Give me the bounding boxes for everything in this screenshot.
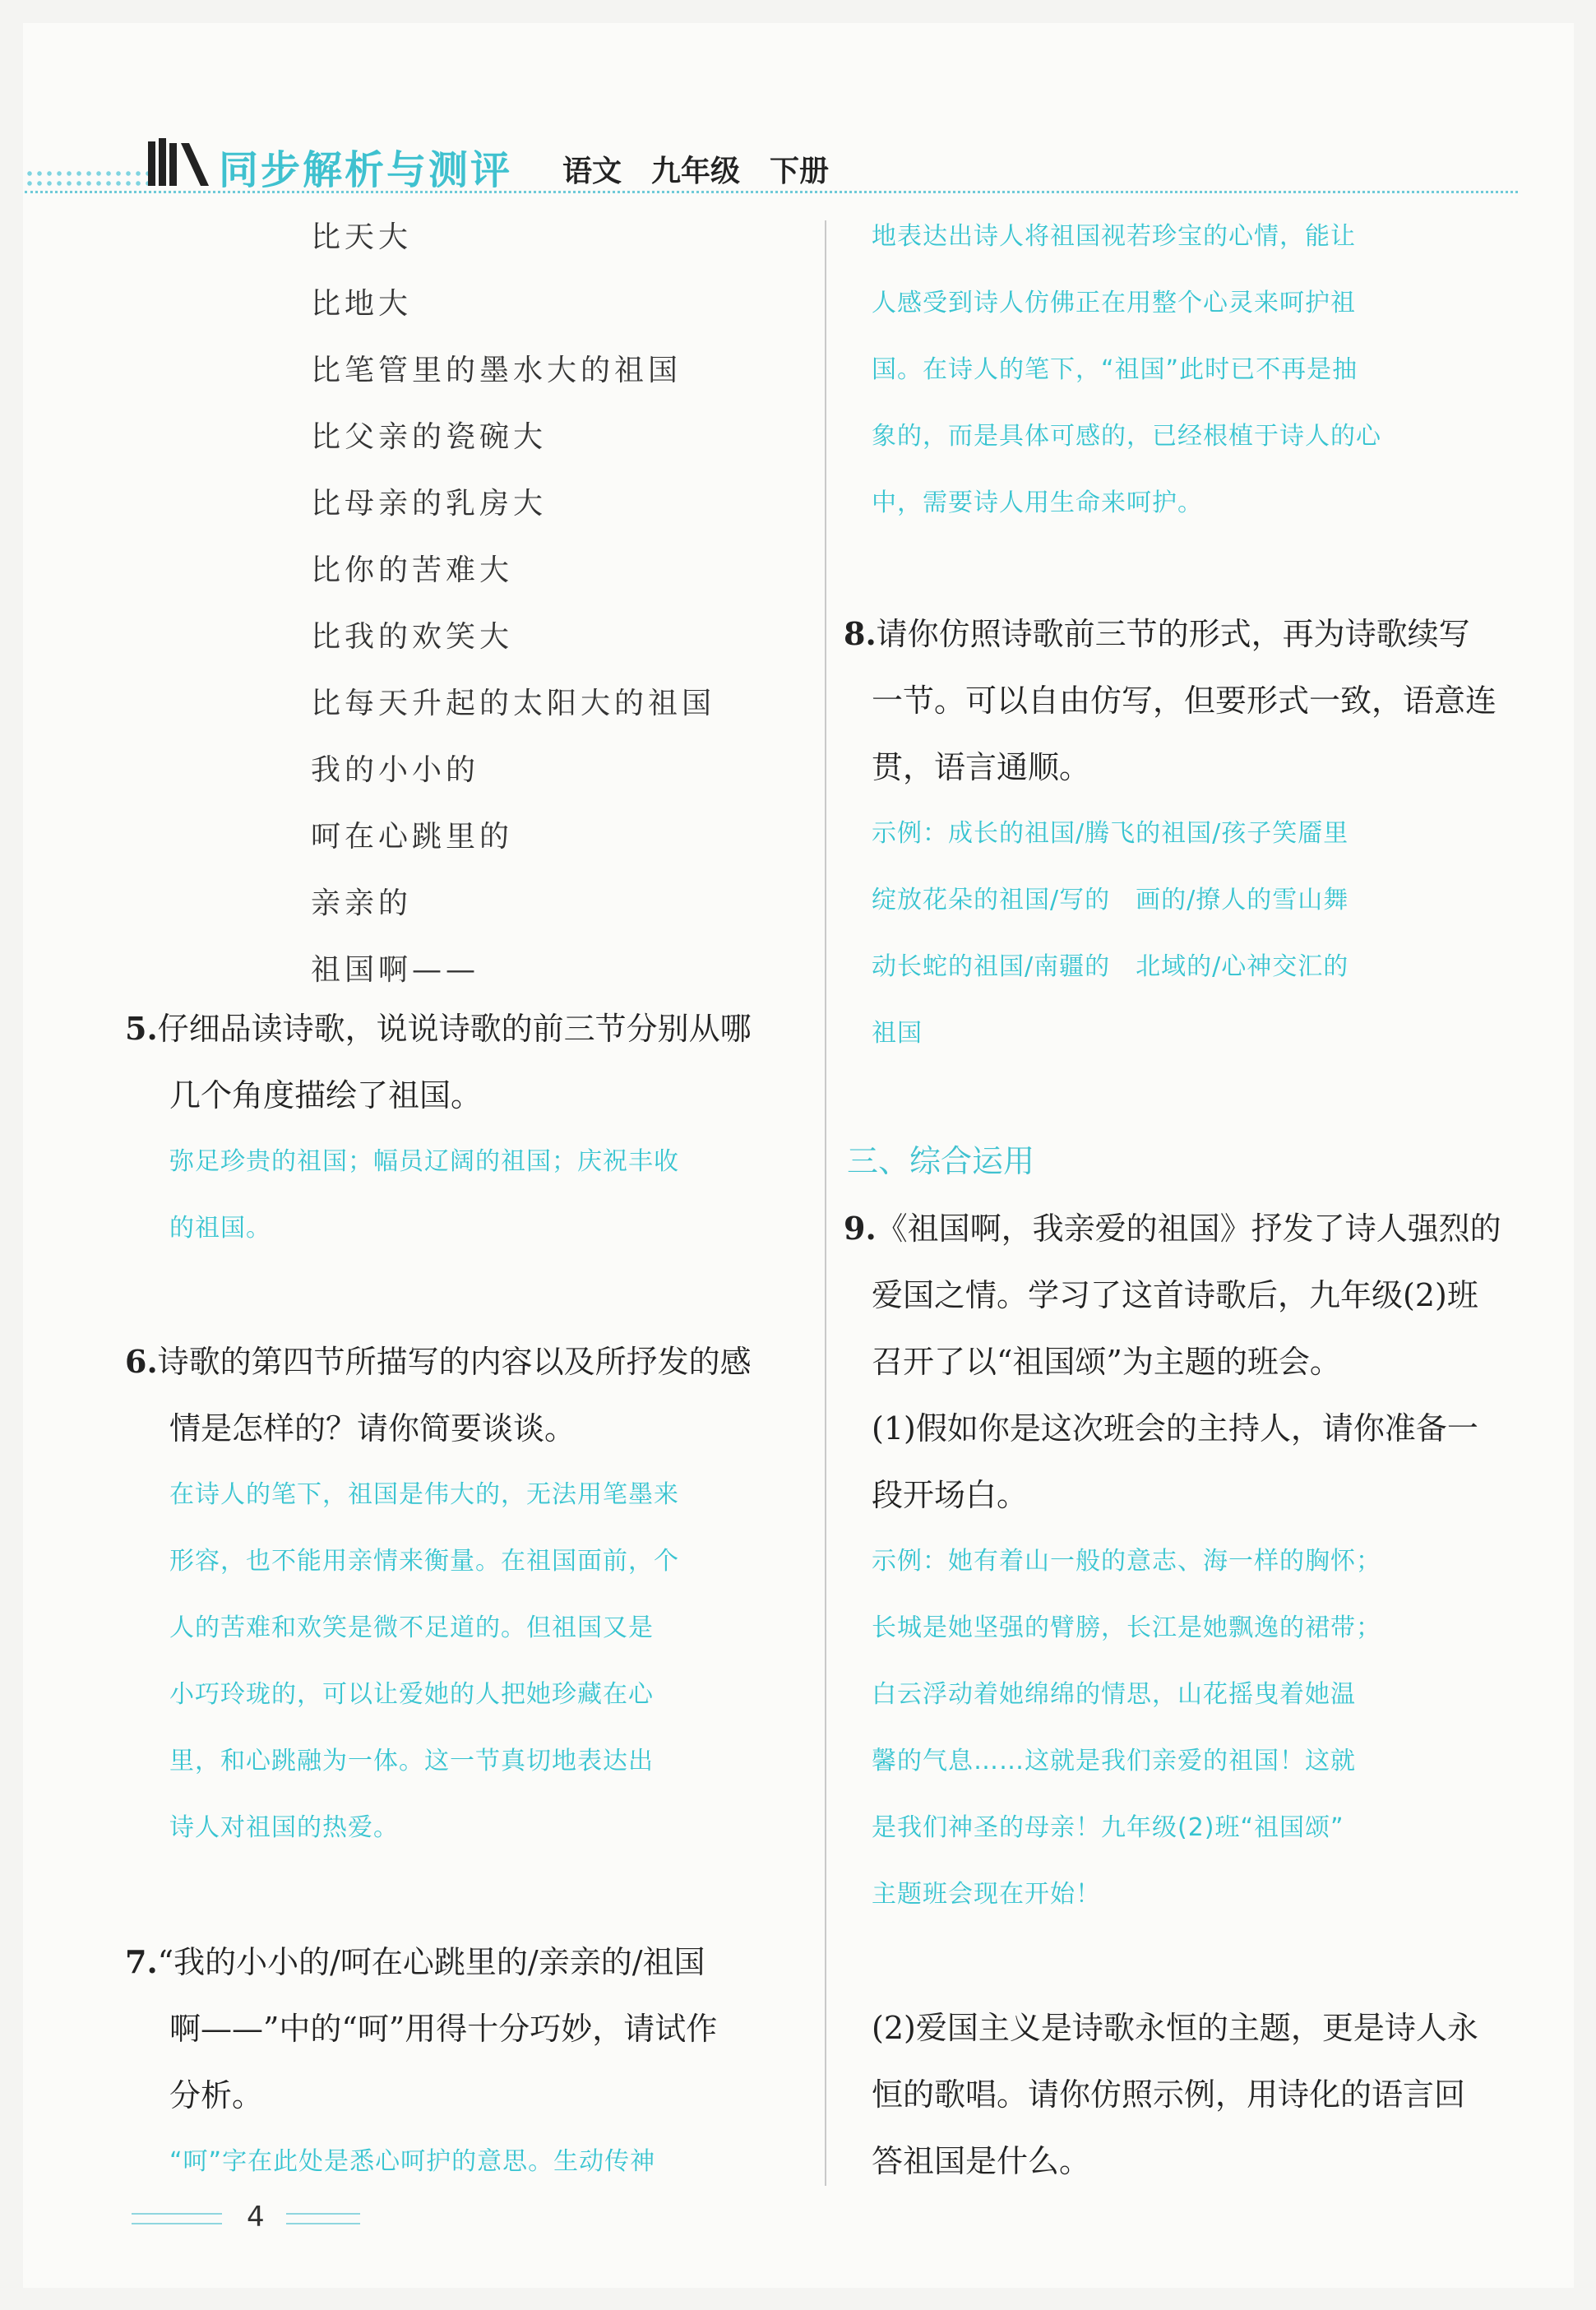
poem-line: 我的小小的 bbox=[311, 753, 480, 787]
book-subject-grade: 语文 九年级 下册 bbox=[562, 155, 830, 188]
question-line: 几个角度描绘了祖国。 bbox=[169, 1077, 483, 1113]
answer-line: 白云浮动着她绵绵的情思，山花摇曳着她温 bbox=[872, 1680, 1356, 1709]
question-line: 召开了以“祖国颂”为主题的班会。 bbox=[872, 1344, 1341, 1380]
answer-8 bbox=[872, 800, 1529, 1067]
question-line: 7.“我的小小的/呵在心跳里的/亲亲的/祖国 bbox=[125, 1943, 705, 1980]
poem-line: 比我的欢笑大 bbox=[311, 620, 514, 654]
subquestion-line: 恒的歌唱。请你仿照示例，用诗化的语言回 bbox=[872, 2076, 1466, 2113]
footer-rule-right bbox=[286, 2213, 360, 2224]
poem-line: 比母亲的乳房大 bbox=[311, 487, 548, 521]
answer-line: 是我们神圣的母亲！九年级(2)班“祖国颂” bbox=[872, 1813, 1344, 1842]
question-5 bbox=[125, 995, 814, 1129]
subquestion-line: 答祖国是什么。 bbox=[872, 2143, 1091, 2179]
answer-line: 象的，而是具体可感的，已经根植于诗人的心 bbox=[872, 422, 1381, 451]
question-line: 爱国之情。学习了这首诗歌后，九年级(2)班 bbox=[872, 1277, 1478, 1313]
subquestion-line: 段开场白。 bbox=[872, 1477, 1029, 1513]
answer-line: 在诗人的笔下，祖国是伟大的，无法用笔墨来 bbox=[169, 1480, 679, 1509]
answer-7 bbox=[169, 2128, 819, 2195]
question-line: 贯，语言通顺。 bbox=[872, 749, 1091, 785]
answer-line: “呵”字在此处是悉心呵护的意思。生动传神 bbox=[169, 2147, 656, 2176]
poem-line: 呵在心跳里的 bbox=[311, 820, 514, 854]
column-divider bbox=[825, 220, 826, 2186]
answer-line: 人感受到诗人仿佛正在用整个心灵来呵护祖 bbox=[872, 289, 1356, 317]
question-number: 8. bbox=[844, 615, 877, 652]
answer-line: 示例：成长的祖国/腾飞的祖国/孩子笑靥里 bbox=[872, 819, 1349, 848]
book-series-title: 同步解析与测评 bbox=[219, 147, 513, 193]
answer-line: 人的苦难和欢笑是微不足道的。但祖国又是 bbox=[169, 1613, 654, 1642]
question-number: 5. bbox=[125, 1010, 158, 1047]
poem-line: 比地大 bbox=[311, 287, 413, 321]
answer-line: 小巧玲珑的，可以让爱她的人把她珍藏在心 bbox=[169, 1680, 654, 1709]
answer-line: 弥足珍贵的祖国；幅员辽阔的祖国；庆祝丰收 bbox=[169, 1147, 679, 1176]
question-line: 8.请你仿照诗歌前三节的形式，再为诗歌续写 bbox=[844, 615, 1470, 652]
answer-line: 动长蛇的祖国/南疆的 北域的/心神交汇的 bbox=[872, 952, 1349, 981]
question-number: 6. bbox=[125, 1343, 158, 1380]
poem-line: 亲亲的 bbox=[311, 887, 413, 920]
answer-9-1 bbox=[872, 1528, 1529, 1928]
answer-line: 里，和心跳融为一体。这一节真切地表达出 bbox=[169, 1747, 654, 1775]
page-number: 4 bbox=[247, 2201, 265, 2234]
answer-line: 祖国 bbox=[872, 1019, 923, 1048]
question-line: 情是怎样的？请你简要谈谈。 bbox=[169, 1410, 576, 1447]
answer-line: 中，需要诗人用生命来呵护。 bbox=[872, 488, 1203, 517]
question-number: 9. bbox=[844, 1210, 877, 1247]
answer-line: 主题班会现在开始！ bbox=[872, 1880, 1101, 1909]
answer-line: 的祖国。 bbox=[169, 1214, 271, 1243]
poem-line: 比每天升起的太阳大的祖国 bbox=[311, 687, 716, 720]
question-line: 啊——”中的“呵”用得十分巧妙，请试作 bbox=[169, 2011, 718, 2047]
answer-line: 长城是她坚强的臂膀，长江是她飘逸的裙带； bbox=[872, 1613, 1381, 1642]
subquestion-line: (1)假如你是这次班会的主持人，请你准备一 bbox=[872, 1410, 1478, 1447]
books-logo-icon bbox=[146, 137, 212, 187]
poem-line: 比天大 bbox=[311, 220, 413, 254]
question-6 bbox=[125, 1328, 816, 1462]
question-line: 5.仔细品读诗歌，说说诗歌的前三节分别从哪 bbox=[125, 1010, 752, 1047]
poem-line: 比你的苦难大 bbox=[311, 553, 514, 587]
question-9 bbox=[844, 1195, 1534, 1529]
poem-excerpt bbox=[311, 215, 715, 1015]
subquestion-line: (2)爱国主义是诗歌永恒的主题，更是诗人永 bbox=[872, 2010, 1478, 2046]
answer-line: 馨的气息……这就是我们亲爱的祖国！这就 bbox=[872, 1747, 1356, 1775]
footer-rule-left bbox=[132, 2213, 222, 2224]
question-number: 7. bbox=[125, 1943, 158, 1980]
answer-line: 形容，也不能用亲情来衡量。在祖国面前，个 bbox=[169, 1547, 679, 1576]
answer-line: 绽放花朵的祖国/写的 画的/撩人的雪山舞 bbox=[872, 886, 1349, 914]
answer-line: 诗人对祖国的热爱。 bbox=[169, 1813, 399, 1842]
question-line: 分析。 bbox=[169, 2077, 264, 2113]
poem-line: 祖国啊—— bbox=[311, 953, 480, 987]
answer-6 bbox=[169, 1461, 819, 1861]
poem-line: 比父亲的瓷碗大 bbox=[311, 420, 548, 454]
question-7 bbox=[125, 1928, 816, 2129]
question-9-2 bbox=[872, 1995, 1529, 2195]
question-line: 一节。可以自由仿写，但要形式一致，语意连 bbox=[872, 683, 1497, 719]
section-heading: 三、综合运用 bbox=[847, 1143, 1035, 1179]
answer-line: 示例：她有着山一般的意志、海一样的胸怀； bbox=[872, 1547, 1381, 1576]
question-line: 9.《祖国啊，我亲爱的祖国》抒发了诗人强烈的 bbox=[844, 1210, 1501, 1247]
header-dots bbox=[25, 169, 148, 188]
question-line: 6.诗歌的第四节所描写的内容以及所抒发的感 bbox=[125, 1343, 752, 1380]
answer-line: 国。在诗人的笔下，“祖国”此时已不再是抽 bbox=[872, 355, 1358, 384]
header-rule bbox=[25, 191, 1518, 193]
answer-line: 地表达出诗人将祖国视若珍宝的心情，能让 bbox=[872, 222, 1356, 251]
question-8 bbox=[844, 600, 1534, 801]
answer-5 bbox=[169, 1128, 819, 1261]
poem-line: 比笔管里的墨水大的祖国 bbox=[311, 354, 682, 387]
answer-7-continued bbox=[872, 203, 1529, 536]
